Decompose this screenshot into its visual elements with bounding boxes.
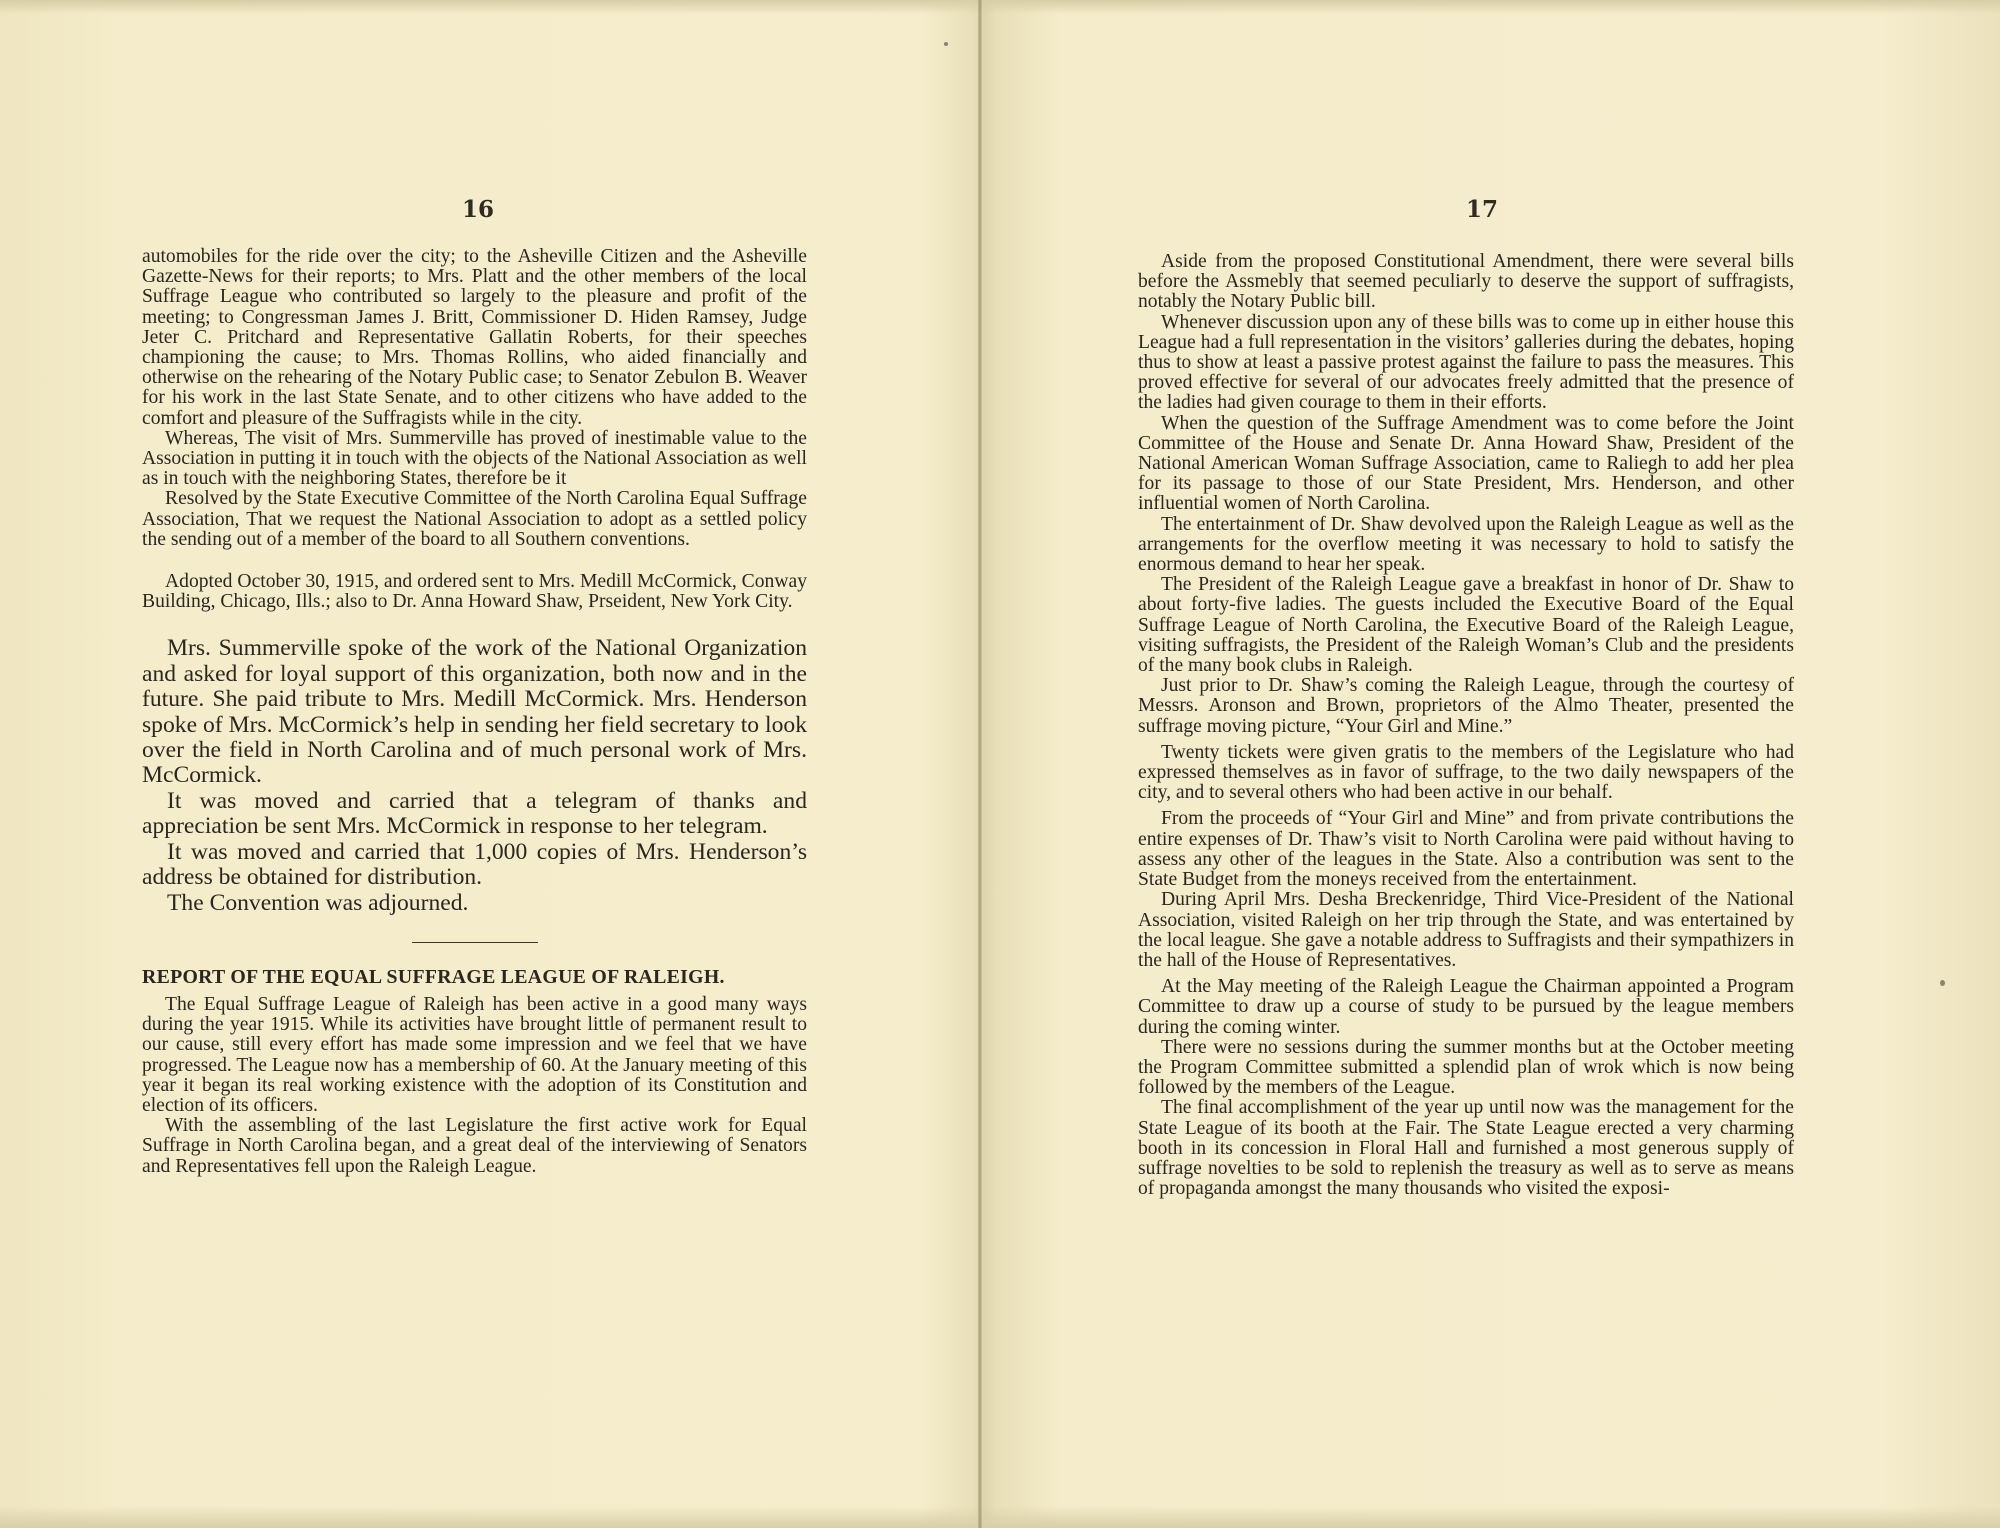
left-text-column xyxy=(142,247,807,1177)
left-page xyxy=(0,0,980,1528)
paragraph-summerville: Mrs. Summerville spoke of the work of the National Organization and asked for loyal support of this organization, both now and in the future. She paid tribute to Mrs. Medill McCormick. Mrs. Henderson spoke of Mrs. McCormick’s help in sending her field secretary to look over the field in North Carolina and of much personal work of Mrs. McCormick. xyxy=(142,635,807,789)
paragraph-breckenridge: During April Mrs. Desha Breckenridge, Third Vice-President of the National Association, visited Raleigh on her trip through the State, and was entertained by the local league. She gave a notable address to Suffragists and their sympathizers in the hall of the House of Representatives. xyxy=(1138,889,1794,971)
page-number-right: 17 xyxy=(1466,196,1499,223)
paragraph-breakfast: The President of the Raleigh League gave a breakfast in honor of Dr. Shaw to about forty-five ladies. The guests included the Executive Board of the Equal Suffrage League of North Carolina, the Executive Board of the Raleigh League, visiting suffragists, the President of the Raleigh Woman’s Club and the presidents of the many book clubs in Raleigh. xyxy=(1138,574,1794,677)
paper-speck xyxy=(1940,980,1945,986)
paragraph-entertainment: The entertainment of Dr. Shaw devolved upon the Raleigh League as well as the arrangements for the overflow meeting it was necessary to hold to satisfy the enormous demand to hear her speak. xyxy=(1138,513,1794,576)
paragraph-moving-picture: Just prior to Dr. Shaw’s coming the Raleigh League, through the courtesy of Messrs. Aronson and Brown, proprietors of the Almo Theater, presented the suffrage moving picture, “Your Girl and Mine.” xyxy=(1138,675,1794,737)
paragraph-proceeds: From the proceeds of “Your Girl and Mine” and from private contributions the entire expenses of Dr. Thaw’s visit to North Carolina were paid without having to assess any other of the leagues in the State. Also a contribution was sent to the State Budget from the moneys received from the entertainment. xyxy=(1138,808,1794,891)
right-page xyxy=(984,0,2000,1528)
report-heading: REPORT OF THE EQUAL SUFFRAGE LEAGUE OF RALEIGH. xyxy=(142,965,725,988)
paragraph-thanks: automobiles for the ride over the city; to the Asheville Citizen and the Asheville Gazette-News for their reports; to Mrs. Platt and the other members of the local Suffrage League who contributed so largely to the pleasure and profit of the meeting; to Congressman James J. Britt, Commissioner D. Hiden Ramsey, Judge Jeter C. Pritchard and Representative Gallatin Roberts, for their speeches championing the cause; to Mrs. Thomas Rollins, who aided financially and otherwise on the rehearing of the Notary Public case; to Senator Zebulon B. Weaver for his work in the last State Senate, and to other citizens who have added to the comfort and pleasure of the Suffragists while in the city. xyxy=(142,246,807,429)
page-number-left: 16 xyxy=(462,196,495,223)
paragraph-report-legislature: With the assembling of the last Legislature the first active work for Equal Suffrage in North Carolina began, and a great deal of the interviewing of Senators and Representatives fell upon the Raleigh League. xyxy=(142,1115,807,1177)
paragraph-fair-booth: The final accomplishment of the year up until now was the management for the State League of its booth at the Fair. The State League erected a very charming booth in its concession in Floral Hall and furnished a most generous supply of suffrage novelties to be sold to replenish the treasury as well as to serve as means of propaganda amongst the many thousands who visited the exposi- xyxy=(1138,1097,1794,1200)
paragraph-resolved: Resolved by the State Executive Committee of the North Carolina Equal Suffrage Association, That we request the National Association to adopt as a settled policy the sending out of a member of the board to all Southern conventions. xyxy=(142,488,807,550)
paragraph-copies: It was moved and carried that 1,000 copies of Mrs. Henderson’s address be obtained for distribution. xyxy=(142,838,807,891)
paragraph-constitutional-amendment: Aside from the proposed Constitutional Amendment, there were several bills before the Assmebly that seemed peculiarly to deserve the support of suffragists, notably the Notary Public bill. xyxy=(1138,251,1794,313)
paragraph-adjourned: The Convention was adjourned. xyxy=(167,889,469,916)
paragraph-report-activities: The Equal Suffrage League of Raleigh has been active in a good many ways during the year 1915. While its activities have brought little of permanent result to our cause, still every effort has made some impression and we feel that we have progressed. The League now has a membership of 60. At the January meeting of this year it began its real working existence with the adoption of its Constitution and election of its officers. xyxy=(142,993,807,1116)
paragraph-telegram: It was moved and carried that a telegram of thanks and appreciation be sent Mrs. McCormick in response to her telegram. xyxy=(142,787,807,840)
paper-speck xyxy=(944,42,948,46)
paragraph-galleries: Whenever discussion upon any of these bills was to come up in either house this League had a full representation in the visitors’ galleries during the debates, hoping thus to show at least a passive protest against the failure to pass the measures. This proved effective for several of our advocates freely admitted that the presence of the ladies had given courage to them in their efforts. xyxy=(1138,311,1794,414)
paragraph-joint-committee: When the question of the Suffrage Amendment was to come before the Joint Committee of the House and Senate Dr. Anna Howard Shaw, President of the National American Woman Suffrage Association, came to Raliegh to add her plea for its passage to those of our State President, Mrs. Henderson, and other influential women of North Carolina. xyxy=(1138,412,1794,515)
paragraph-adopted: Adopted October 30, 1915, and ordered sent to Mrs. Medill McCormick, Conway Building, Chicago, Ills.; also to Dr. Anna Howard Shaw, Prseident, New York City. xyxy=(142,571,807,613)
right-text-column xyxy=(1138,252,1794,1199)
paragraph-whereas: Whereas, The visit of Mrs. Summerville has proved of inestimable value to the Association in putting it in touch with the objects of the National Association as well as in touch with the neighboring States, therefore be it xyxy=(142,427,808,490)
paragraph-tickets: Twenty tickets were given gratis to the members of the Legislature who had expressed themselves as in favor of suffrage, to the two daily newspapers of the city, and to several others who had been active in our behalf. xyxy=(1138,741,1794,804)
paragraph-program-committee: At the May meeting of the Raleigh League the Chairman appointed a Program Committee to draw up a course of study to be pursued by the league members during the coming winter. xyxy=(1138,976,1794,1038)
section-divider xyxy=(412,942,538,943)
paragraph-sessions: There were no sessions during the summer months but at the October meeting the Program Committee submitted a splendid plan of wrok which is now being followed by the members of the League. xyxy=(1138,1036,1794,1099)
